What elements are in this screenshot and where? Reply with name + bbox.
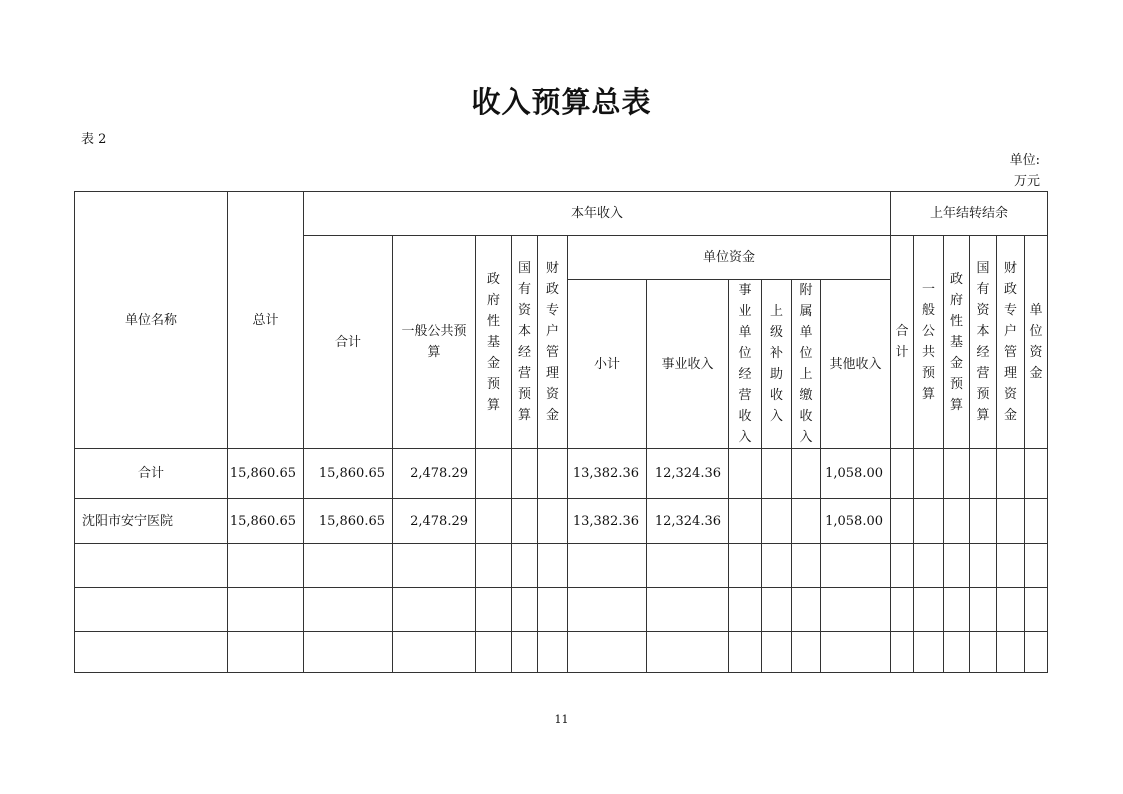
cell-py-general-public — [914, 449, 944, 499]
header-cy-fiscal-special: 财政专户管理资金 — [538, 236, 568, 449]
cell-uf-subtotal: 13,382.36 — [568, 449, 647, 499]
header-uf-other-income: 其他收入 — [821, 280, 891, 449]
header-cy-unit-funds: 单位资金 — [568, 236, 891, 280]
cell-cy-general-public: 2,478.29 — [393, 449, 476, 499]
cell-uf-subtotal: 13,382.36 — [568, 499, 647, 544]
header-prior-year: 上年结转结余 — [891, 192, 1048, 236]
cell-cy-gov-fund — [476, 449, 512, 499]
page-title: 收入预算总表 — [471, 85, 652, 119]
cell-cy-state-capital — [512, 449, 538, 499]
header-py-unit-funds: 单位资金 — [1025, 236, 1048, 449]
cell-py-unit-funds — [1025, 449, 1048, 499]
header-uf-superior-subsidy: 上级补助收入 — [762, 280, 792, 449]
page-number: 11 — [554, 713, 569, 726]
unit-label: 单位: — [1009, 153, 1040, 168]
cell-uf-operating-income — [729, 499, 762, 544]
header-py-gov-fund: 政府性基金预算 — [944, 236, 970, 449]
header-uf-business-income: 事业收入 — [647, 280, 729, 449]
header-uf-affiliated-income: 附属单位上缴收入 — [792, 280, 821, 449]
cell-cy-subtotal: 15,860.65 — [304, 449, 393, 499]
cell-py-gov-fund — [944, 449, 970, 499]
table-row-empty — [75, 588, 1048, 632]
cell-py-unit-funds — [1025, 499, 1048, 544]
cell-py-gov-fund — [944, 499, 970, 544]
cell-uf-other-income: 1,058.00 — [821, 449, 891, 499]
cell-py-subtotal — [891, 449, 914, 499]
cell-cy-subtotal: 15,860.65 — [304, 499, 393, 544]
header-unit-name: 单位名称 — [75, 192, 228, 449]
header-uf-operating-income: 事业单位经营收入 — [729, 280, 762, 449]
unit-value: 万元 — [1013, 174, 1040, 189]
header-total: 总计 — [228, 192, 304, 449]
cell-cy-fiscal-special — [538, 499, 568, 544]
cell-py-subtotal — [891, 499, 914, 544]
cell-name — [75, 544, 228, 588]
cell-cy-general-public: 2,478.29 — [393, 499, 476, 544]
cell-uf-superior-subsidy — [762, 449, 792, 499]
header-current-year: 本年收入 — [304, 192, 891, 236]
header-py-subtotal: 合计 — [891, 236, 914, 449]
cell-py-fiscal-special — [997, 449, 1025, 499]
income-budget-table — [74, 191, 1048, 673]
cell-uf-business-income: 12,324.36 — [647, 499, 729, 544]
table-row-empty — [75, 632, 1048, 673]
cell-uf-other-income: 1,058.00 — [821, 499, 891, 544]
cell-name: 合计 — [75, 449, 228, 499]
table-number: 表 2 — [81, 132, 107, 147]
cell-py-state-capital — [970, 499, 997, 544]
cell-uf-superior-subsidy — [762, 499, 792, 544]
cell-uf-business-income: 12,324.36 — [647, 449, 729, 499]
table-row-empty — [75, 544, 1048, 588]
cell-total: 15,860.65 — [228, 449, 304, 499]
cell-name: 沈阳市安宁医院 — [75, 499, 228, 544]
header-uf-subtotal: 小计 — [568, 280, 647, 449]
cell-name — [75, 632, 228, 673]
cell-py-general-public — [914, 499, 944, 544]
cell-uf-affiliated-income — [792, 449, 821, 499]
cell-uf-operating-income — [729, 449, 762, 499]
header-cy-state-capital: 国有资本经营预算 — [512, 236, 538, 449]
header-cy-subtotal: 合计 — [304, 236, 393, 449]
cell-cy-fiscal-special — [538, 449, 568, 499]
table-row — [75, 499, 1048, 544]
header-cy-gov-fund: 政府性基金预算 — [476, 236, 512, 449]
cell-cy-state-capital — [512, 499, 538, 544]
header-py-general-public: 一般公共预算 — [914, 236, 944, 449]
cell-uf-affiliated-income — [792, 499, 821, 544]
unit-note — [1010, 150, 1040, 192]
table-row — [75, 449, 1048, 499]
cell-name — [75, 588, 228, 632]
cell-py-state-capital — [970, 449, 997, 499]
cell-py-fiscal-special — [997, 499, 1025, 544]
header-py-fiscal-special: 财政专户管理资金 — [997, 236, 1025, 449]
header-cy-general-public: 一般公共预算 — [393, 236, 476, 449]
cell-total: 15,860.65 — [228, 499, 304, 544]
header-py-state-capital: 国有资本经营预算 — [970, 236, 997, 449]
cell-cy-gov-fund — [476, 499, 512, 544]
